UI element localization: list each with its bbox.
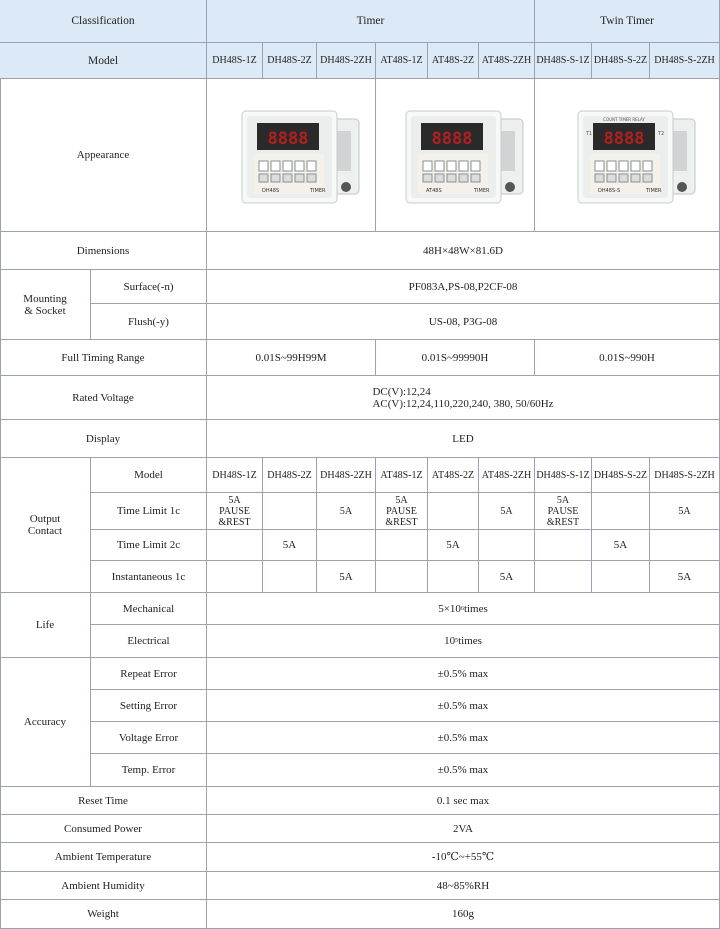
life-label: Life [0,593,91,658]
dimensions-label: Dimensions [0,232,207,270]
mounting-label-line: Mounting [23,292,67,305]
misc-label: Ambient Temperature [0,843,207,872]
output-model-cell: DH48S-1Z [207,458,263,493]
mounting-label [0,270,91,340]
model-cell: DH48S-1Z [207,43,263,79]
limit1-cell [592,493,650,530]
display-label: Display [0,420,207,458]
misc-value: -10℃~+55℃ [207,843,720,872]
device-brand-label: TIMER [310,188,326,194]
led-digits: 8888 [603,129,645,149]
accuracy-row-label: Repeat Error [91,658,207,690]
flush-value: US-08, P3G-08 [207,304,720,340]
limit1-cell [263,493,317,530]
display-value: LED [207,420,720,458]
limit1-cell [650,493,720,530]
electrical-value [207,625,720,658]
output-model-cell: DH48S-S-2Z [592,458,650,493]
life-exponent: 5 [455,638,459,644]
device-model-badge: AT48S [426,188,442,194]
life-unit: times [458,635,482,647]
limit1-line: 5A [339,505,353,517]
misc-label: Weight [0,900,207,929]
life-base: 5×10 [438,602,461,615]
led-digits: 8888 [431,129,473,149]
limit1-cell [428,493,479,530]
accuracy-label: Accuracy [0,658,91,787]
model-label: Model [0,43,207,79]
instantaneous-cell [535,561,592,593]
classification-header: Classification [0,0,207,43]
limit1-line: PAUSE [386,505,417,517]
accuracy-row-value: ±0.5% max [207,754,720,787]
limit1-line: 5A [678,505,691,517]
device-top-label: COUNT TIMER RELAY [603,117,645,122]
accuracy-row-label: Voltage Error [91,722,207,754]
limit1-label: Time Limit 1c [91,493,207,530]
limit1-line: PAUSE [219,505,250,517]
life-base: 10 [444,635,456,647]
output-contact-label [0,458,91,593]
limit2-label: Time Limit 2c [91,530,207,561]
instantaneous-label: Instantaneous 1c [91,561,207,593]
device-brand-label: TIMER [646,188,662,194]
misc-value: 48~85%RH [207,872,720,900]
surface-value: PF083A,PS-08,P2CF-08 [207,270,720,304]
surface-label: Surface(-n) [91,270,207,304]
model-cell: DH48S-S-2ZH [650,43,720,79]
dimensions-value: 48H×48W×81.6D [207,232,720,270]
limit2-cell: 5A [592,530,650,561]
accuracy-row-value: ±0.5% max [207,658,720,690]
limit1-line: &REST [546,516,580,528]
limit1-line: 5A [556,494,570,506]
life-exponent: 6 [460,605,464,612]
appearance-cell [207,79,376,232]
limit2-cell [376,530,428,561]
model-cell: DH48S-2Z [263,43,317,79]
timer-device-image [207,79,376,229]
voltage-lines [372,386,553,410]
voltage-dc: DC(V):12,24 [372,385,431,398]
misc-label: Reset Time [0,787,207,815]
output-model-cell: AT48S-1Z [376,458,428,493]
output-model-cell: DH48S-2Z [263,458,317,493]
limit2-cell [479,530,535,561]
limit2-cell [535,530,592,561]
limit2-cell: 5A [263,530,317,561]
misc-value: 160g [207,900,720,929]
timing-value: 0.01S~99990H [376,340,535,376]
instantaneous-cell: 5A [479,561,535,593]
appearance-label: Appearance [0,79,207,232]
limit2-cell [650,530,720,561]
misc-label: Consumed Power [0,815,207,843]
appearance-cell [535,79,720,232]
accuracy-row-label: Temp. Error [91,754,207,787]
accuracy-row-value: ±0.5% max [207,690,720,722]
limit2-cell: 5A [428,530,479,561]
device-model-badge: DH48S-S [598,188,621,194]
instantaneous-cell [376,561,428,593]
limit1-cell [317,493,376,530]
model-cell: AT48S-1Z [376,43,428,79]
limit1-line: &REST [385,516,418,528]
timer-device-image [376,79,535,229]
limit1-cell [376,493,428,530]
voltage-value [207,376,720,420]
instantaneous-cell [207,561,263,593]
limit1-cell [535,493,592,530]
output-model-cell: AT48S-2Z [428,458,479,493]
output-model-cell: DH48S-2ZH [317,458,376,493]
output-model-label: Model [91,458,207,493]
voltage-label: Rated Voltage [0,376,207,420]
electrical-label: Electrical [91,625,207,658]
voltage-ac: AC(V):12,24,110,220,240, 380, 50/60Hz [372,397,554,410]
led-digits: 8888 [267,129,309,149]
twin-timer-header: Twin Timer [535,0,720,43]
device-brand-label: TIMER [474,188,490,194]
mechanical-label: Mechanical [91,593,207,625]
accuracy-row-label: Setting Error [91,690,207,722]
output-label-line: Contact [27,525,63,537]
timing-value: 0.01S~990H [535,340,720,376]
mechanical-value [207,593,720,625]
model-cell: DH48S-S-2Z [592,43,650,79]
appearance-cell [376,79,535,232]
device-model-badge: DH48S [262,188,280,194]
model-cell: AT48S-2ZH [479,43,535,79]
misc-value: 0.1 sec max [207,787,720,815]
limit1-cell [207,493,263,530]
instantaneous-cell [428,561,479,593]
output-model-cell: AT48S-2ZH [479,458,535,493]
misc-value: 2VA [207,815,720,843]
flush-label: Flush(-y) [91,304,207,340]
instantaneous-cell: 5A [650,561,720,593]
timing-value: 0.01S~99H99M [207,340,376,376]
model-cell: DH48S-2ZH [317,43,376,79]
instantaneous-cell: 5A [317,561,376,593]
timing-label: Full Timing Range [0,340,207,376]
limit1-cell [479,493,535,530]
limit2-cell [317,530,376,561]
output-label-line: Output [29,513,61,525]
timer-device-image [535,79,720,229]
device-side-label: T2 [658,131,665,137]
output-model-cell: DH48S-S-1Z [535,458,592,493]
instantaneous-cell [263,561,317,593]
limit1-line: &REST [218,516,251,528]
misc-label: Ambient Humidity [0,872,207,900]
mounting-label-line: & Socket [24,304,66,317]
limit1-line: PAUSE [547,505,579,517]
limit2-cell [207,530,263,561]
limit1-line: 5A [500,505,513,517]
life-unit: times [463,602,488,615]
limit1-line: 5A [395,494,408,506]
model-cell: AT48S-2Z [428,43,479,79]
model-cell: DH48S-S-1Z [535,43,592,79]
output-model-cell: DH48S-S-2ZH [650,458,720,493]
timer-header: Timer [207,0,535,43]
accuracy-row-value: ±0.5% max [207,722,720,754]
instantaneous-cell [592,561,650,593]
limit1-line: 5A [228,494,241,506]
device-side-label: T1 [586,131,593,137]
